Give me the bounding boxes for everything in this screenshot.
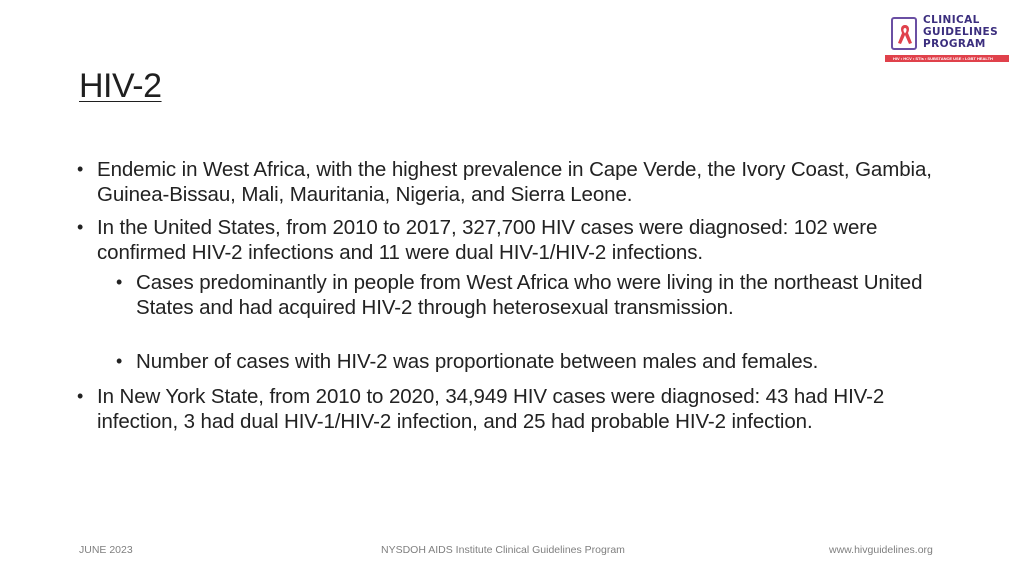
logo-tagline-strip — [885, 55, 1009, 62]
bullet-marker: • — [77, 159, 84, 179]
bullet-marker: • — [116, 272, 123, 292]
bullet-text: In New York State, from 2010 to 2020, 34,949 HIV cases were diagnosed: 43 had HIV-2 infection, 3 had dual HIV-1/HIV-2 infection, and 25 had probable HIV-2 infection. — [97, 385, 885, 433]
logo-wordmark — [923, 14, 998, 50]
logo-tagline: HIV • HCV • STIs • SUBSTANCE USE • LGBT HEALTH — [893, 56, 993, 61]
footer-program-name: NYSDOH AIDS Institute Clinical Guidelines Program — [381, 544, 625, 556]
footer-date: JUNE 2023 — [79, 544, 133, 556]
bullet-marker: • — [116, 351, 123, 371]
clinical-guidelines-program-logo — [885, 11, 1009, 63]
sub-list-item — [116, 349, 956, 374]
list-item — [77, 157, 967, 207]
list-item — [77, 384, 967, 434]
red-ribbon-icon — [896, 23, 914, 47]
bullet-marker: • — [77, 386, 84, 406]
bullet-text: In the United States, from 2010 to 2017, 327,700 HIV cases were diagnosed: 102 were confirmed HIV-2 infections and 11 were dual HIV-1/HIV-2 infections. — [97, 216, 878, 264]
sub-list-item — [116, 270, 956, 320]
logo-line-1: CLINICAL — [923, 14, 980, 26]
list-item — [77, 215, 967, 265]
footer-url: www.hivguidelines.org — [829, 544, 933, 556]
logo-line-2: GUIDELINES — [923, 26, 999, 38]
bullet-text: Cases predominantly in people from West Africa who were living in the northeast United States and had acquired HIV-2 through heterosexual transmission. — [136, 271, 923, 319]
logo-frame — [891, 17, 917, 50]
bullet-marker: • — [77, 217, 84, 237]
logo-line-3: PROGRAM — [923, 38, 986, 50]
bullet-text: Endemic in West Africa, with the highest prevalence in Cape Verde, the Ivory Coast, Gambia, Guinea-Bissau, Mali, Mauritania, Nigeria, and Sierra Leone. — [97, 158, 932, 206]
slide-title: HIV-2 — [79, 67, 162, 105]
bullet-text: Number of cases with HIV-2 was proportionate between males and females. — [136, 350, 819, 373]
